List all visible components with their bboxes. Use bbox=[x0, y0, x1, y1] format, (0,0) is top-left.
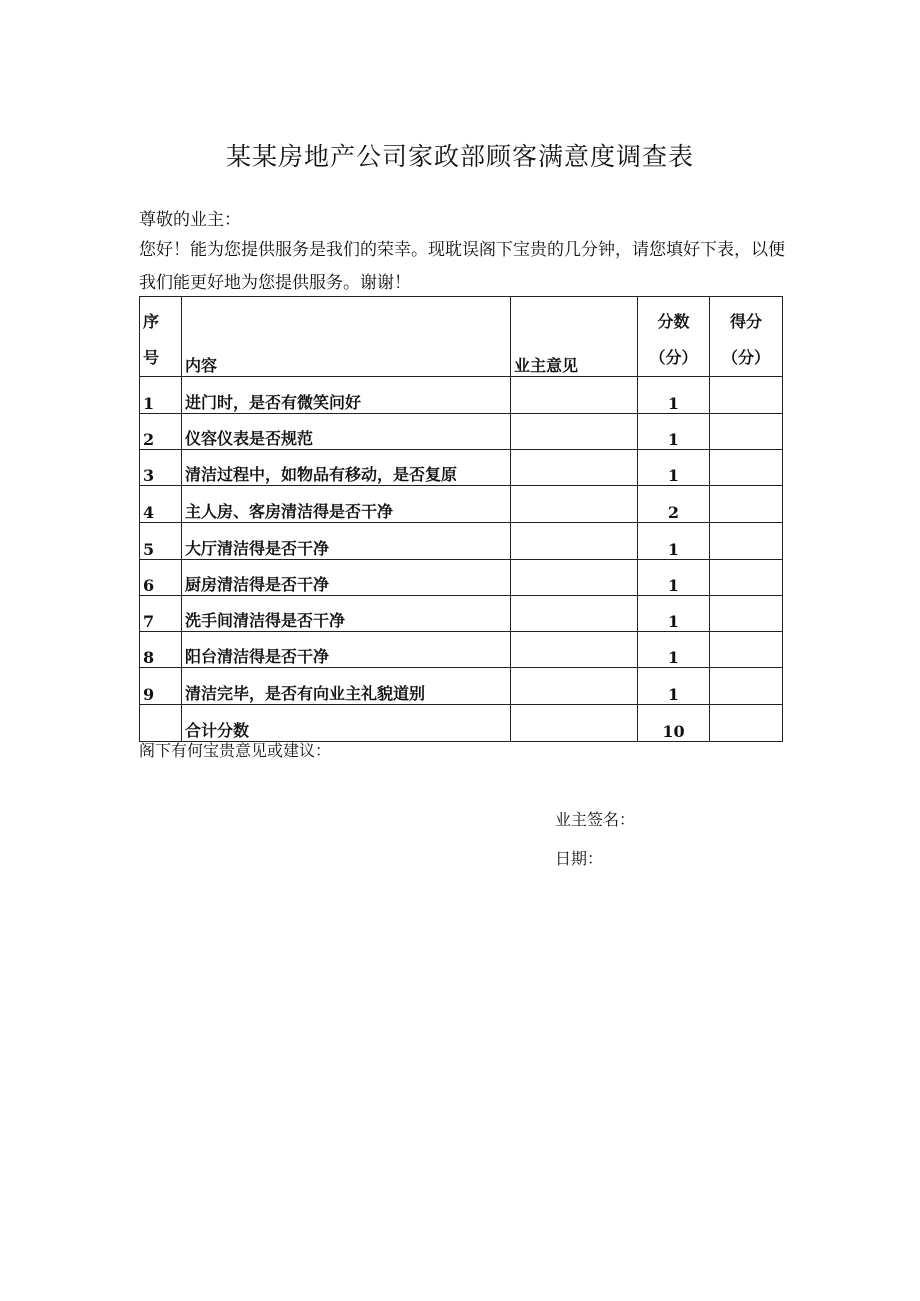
header-points-line2: （分） bbox=[649, 348, 698, 367]
total-points: 10 bbox=[638, 705, 710, 742]
table-row bbox=[140, 523, 783, 560]
row-number: 6 bbox=[140, 560, 182, 596]
header-points-line1: 分数 bbox=[657, 312, 690, 331]
row-points: 1 bbox=[638, 668, 710, 705]
row-points: 1 bbox=[638, 632, 710, 668]
table-row bbox=[140, 632, 783, 668]
header-earned-line2: （分） bbox=[721, 348, 770, 367]
date-label: 日期： bbox=[555, 849, 604, 868]
row-points: 1 bbox=[638, 414, 710, 450]
row-opinion-cell[interactable] bbox=[511, 632, 638, 668]
signature-label: 业主签名： bbox=[555, 810, 636, 829]
total-label: 合计分数 bbox=[182, 705, 511, 742]
row-opinion-cell[interactable] bbox=[511, 414, 638, 450]
row-points: 1 bbox=[638, 560, 710, 596]
row-item: 厨房清洁得是否干净 bbox=[182, 560, 511, 596]
row-points: 1 bbox=[638, 450, 710, 486]
row-number: 8 bbox=[140, 632, 182, 668]
row-earned-cell[interactable] bbox=[710, 486, 783, 523]
row-earned-cell[interactable] bbox=[710, 414, 783, 450]
header-opinion: 业主意见 bbox=[511, 297, 638, 377]
row-number: 4 bbox=[140, 486, 182, 523]
row-item: 洗手间清洁得是否干净 bbox=[182, 596, 511, 632]
row-number: 9 bbox=[140, 668, 182, 705]
row-points: 1 bbox=[638, 596, 710, 632]
row-item: 阳台清洁得是否干净 bbox=[182, 632, 511, 668]
page-title: 某某房地产公司家政部顾客满意度调查表 bbox=[225, 142, 694, 171]
row-opinion-cell[interactable] bbox=[511, 377, 638, 414]
header-content: 内容 bbox=[182, 297, 511, 377]
row-points: 1 bbox=[638, 377, 710, 414]
row-number: 7 bbox=[140, 596, 182, 632]
intro-text: 您好！能为您提供服务是我们的荣幸。现耽误阁下宝贵的几分钟，请您填好下表，以便我们能更好地为您提供服务。谢谢！ bbox=[139, 240, 785, 293]
row-opinion-cell[interactable] bbox=[511, 560, 638, 596]
row-earned-cell[interactable] bbox=[710, 377, 783, 414]
row-points: 1 bbox=[638, 523, 710, 560]
total-opinion-cell[interactable] bbox=[511, 705, 638, 742]
row-opinion-cell[interactable] bbox=[511, 596, 638, 632]
header-seq-line1: 序 bbox=[143, 312, 160, 331]
table-row bbox=[140, 486, 783, 523]
row-item: 进门时，是否有微笑问好 bbox=[182, 377, 511, 414]
row-number: 3 bbox=[140, 450, 182, 486]
table-row bbox=[140, 560, 783, 596]
row-item: 大厅清洁得是否干净 bbox=[182, 523, 511, 560]
table-row bbox=[140, 668, 783, 705]
table-row bbox=[140, 414, 783, 450]
header-earned bbox=[710, 297, 783, 377]
header-points bbox=[638, 297, 710, 377]
row-points: 2 bbox=[638, 486, 710, 523]
row-opinion-cell[interactable] bbox=[511, 486, 638, 523]
row-opinion-cell[interactable] bbox=[511, 523, 638, 560]
row-number: 2 bbox=[140, 414, 182, 450]
row-number: 1 bbox=[140, 377, 182, 414]
row-earned-cell[interactable] bbox=[710, 450, 783, 486]
table-row bbox=[140, 596, 783, 632]
header-seq-line2: 号 bbox=[143, 348, 160, 367]
suggestion-label: 阁下有何宝贵意见或建议： bbox=[139, 741, 332, 760]
header-earned-line1: 得分 bbox=[729, 312, 762, 331]
total-row bbox=[140, 705, 783, 742]
row-item: 清洁完毕，是否有向业主礼貌道别 bbox=[182, 668, 511, 705]
row-earned-cell[interactable] bbox=[710, 523, 783, 560]
row-earned-cell[interactable] bbox=[710, 632, 783, 668]
row-opinion-cell[interactable] bbox=[511, 668, 638, 705]
row-item: 清洁过程中，如物品有移动，是否复原 bbox=[182, 450, 511, 486]
row-item: 主人房、客房清洁得是否干净 bbox=[182, 486, 511, 523]
row-earned-cell[interactable] bbox=[710, 560, 783, 596]
row-item: 仪容仪表是否规范 bbox=[182, 414, 511, 450]
header-seq bbox=[140, 297, 182, 377]
row-earned-cell[interactable] bbox=[710, 668, 783, 705]
row-opinion-cell[interactable] bbox=[511, 450, 638, 486]
table-row bbox=[140, 450, 783, 486]
total-earned-cell[interactable] bbox=[710, 705, 783, 742]
total-seq bbox=[140, 705, 182, 742]
survey-table bbox=[139, 296, 783, 742]
greeting: 尊敬的业主： bbox=[139, 210, 241, 230]
table-row bbox=[140, 377, 783, 414]
row-number: 5 bbox=[140, 523, 182, 560]
row-earned-cell[interactable] bbox=[710, 596, 783, 632]
table-header-row bbox=[140, 297, 783, 377]
